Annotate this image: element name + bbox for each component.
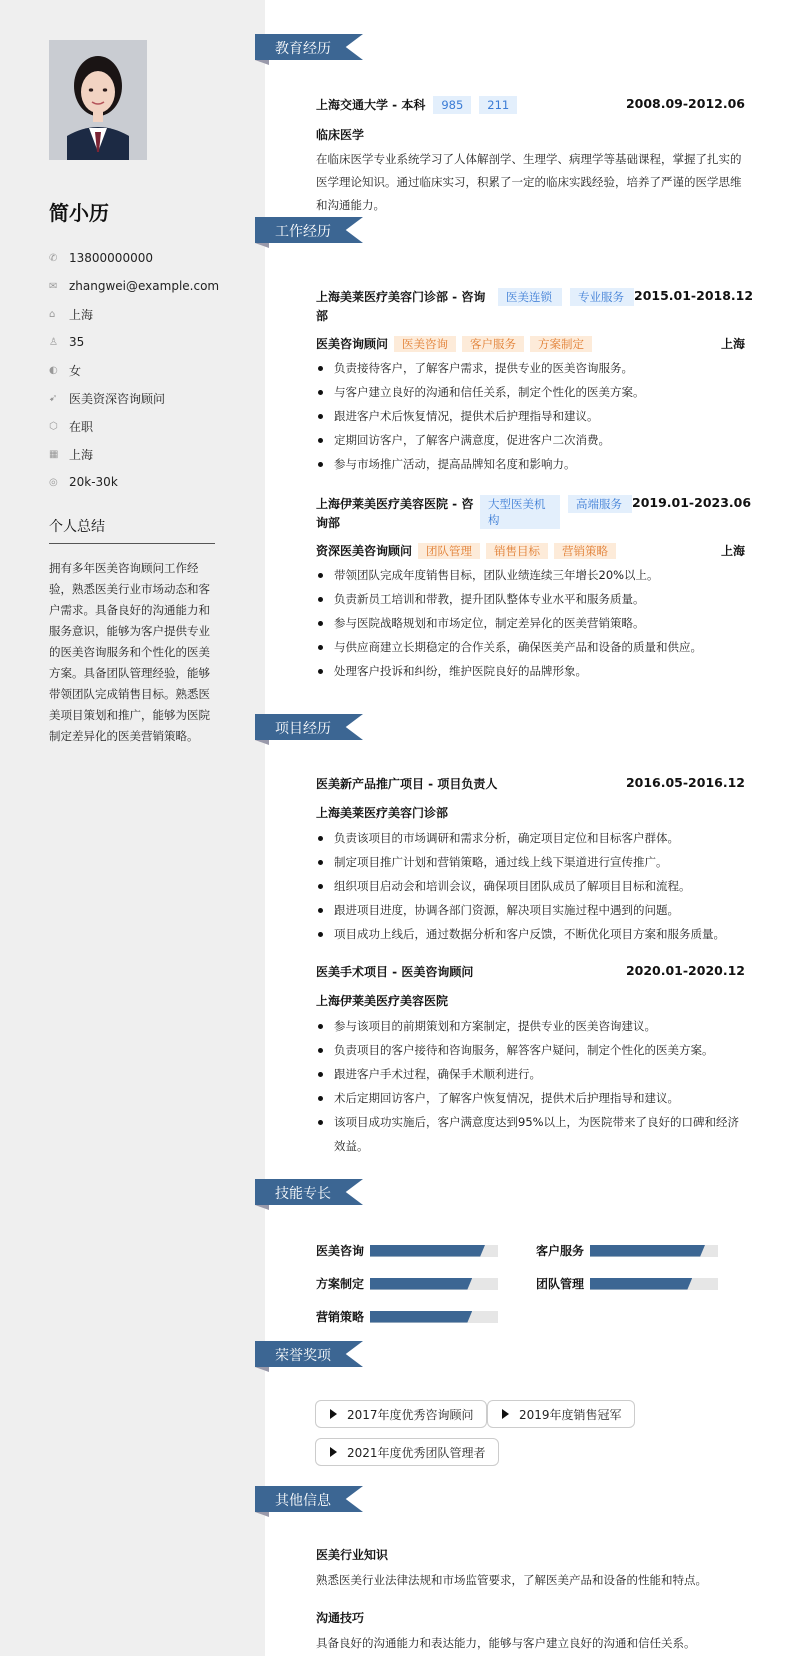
skill-tag: 方案制定 — [530, 336, 592, 352]
candidate-name: 简小历 — [49, 201, 109, 225]
section-title: 其他信息 — [275, 1493, 331, 1509]
company-tag: 医美连锁 — [498, 288, 562, 306]
school-name: 上海交通大学 - 本科 — [316, 98, 426, 112]
skill-bar-fill — [370, 1311, 472, 1323]
skill-label: 客户服务 — [536, 1244, 585, 1258]
contact-info-text: 35 — [69, 335, 85, 349]
section-title: 技能专长 — [275, 1186, 331, 1202]
contact-info-text: zhangwei@example.com — [69, 279, 220, 293]
work-entry — [316, 288, 754, 476]
work-date: 2015.01-2018.12 — [634, 288, 754, 303]
award-label: 2021年度优秀团队管理者 — [347, 1445, 486, 1460]
contact-info-text: 上海 — [69, 447, 94, 462]
award-badge — [315, 1400, 487, 1428]
contact-info-text: 20k-30k — [69, 475, 118, 489]
profile-photo — [49, 40, 147, 160]
contact-info-text: 在职 — [69, 419, 94, 434]
company-tag: 大型医美机构 — [480, 495, 560, 529]
section-header-work — [255, 217, 363, 243]
contact-info-row — [49, 272, 219, 300]
list-item: 跟进客户术后恢复情况，提供术后护理指导和建议。 — [316, 404, 745, 428]
skill-item — [316, 1275, 498, 1292]
project-entry — [316, 775, 745, 946]
list-item: 带领团队完成年度销售目标，团队业绩连续三年增长20%以上。 — [316, 563, 745, 587]
list-item: 参与该项目的前期策划和方案制定，提供专业的医美咨询建议。 — [316, 1014, 745, 1038]
company-name: 上海美莱医疗美容门诊部 - 咨询部 — [316, 290, 486, 323]
education-date: 2008.09-2012.06 — [625, 96, 745, 111]
list-item: 负责接待客户，了解客户需求，提供专业的医美咨询服务。 — [316, 356, 745, 380]
list-item: 负责该项目的市场调研和需求分析，确定项目定位和目标客户群体。 — [316, 826, 745, 850]
project-date: 2016.05-2016.12 — [625, 775, 745, 790]
contact-info-text: 医美资深咨询顾问 — [69, 391, 166, 406]
company-tag: 高端服务 — [568, 495, 632, 513]
other-text: 具备良好的沟通能力和表达能力，能够与客户建立良好的沟通和信任关系。 — [316, 1636, 696, 1650]
education-desc: 在临床医学专业系统学习了人体解剖学、生理学、病理学等基础课程，掌握了扎实的医学理论知识。通过临床实习，积累了一定的临床实践经验，培养了严谨的医学思维和沟通能力。 — [316, 152, 742, 212]
gender-icon: ◐ — [49, 364, 58, 376]
project-org: 上海美莱医疗美容门诊部 — [316, 806, 449, 820]
contact-info-row — [49, 384, 219, 412]
project-title: 医美新产品推广项目 - 项目负责人 — [316, 777, 498, 791]
contact-info-row — [49, 356, 219, 384]
summary-text: 拥有多年医美咨询顾问工作经验，熟悉医美行业市场动态和客户需求。具备良好的沟通能力和服务意识，能够为客户提供专业的医美咨询服务和个性化的医美方案。具备团队管理经验，能够带领团队完成销售目标。熟悉医美项目策划和推广，能够为医院制定差异化的医美营销策略。 — [49, 561, 210, 743]
mail-icon: ✉ — [49, 280, 58, 292]
contact-info-list — [49, 244, 219, 496]
section-title: 荣誉奖项 — [275, 1348, 331, 1364]
project-date: 2020.01-2020.12 — [625, 963, 745, 978]
list-item: 负责新员工培训和带教，提升团队整体专业水平和服务质量。 — [316, 587, 745, 611]
major: 临床医学 — [316, 128, 365, 142]
home-icon: ⌂ — [49, 308, 56, 320]
phone-icon: ✆ — [49, 252, 58, 264]
other-title: 医美行业知识 — [316, 1548, 389, 1562]
skill-label: 医美咨询 — [316, 1244, 365, 1258]
play-icon — [330, 1409, 337, 1419]
skill-bar — [590, 1245, 718, 1257]
list-item: 与供应商建立长期稳定的合作关系，确保医美产品和设备的质量和供应。 — [316, 635, 745, 659]
skill-tag: 客户服务 — [462, 336, 524, 352]
money-icon: ◎ — [49, 476, 58, 488]
summary-title: 个人总结 — [49, 519, 105, 535]
section-title: 工作经历 — [275, 224, 331, 240]
play-icon — [502, 1409, 509, 1419]
other-title: 沟通技巧 — [316, 1611, 365, 1625]
skill-tag: 团队管理 — [418, 543, 480, 559]
list-item: 跟进客户手术过程，确保手术顺利进行。 — [316, 1062, 745, 1086]
contact-info-row — [49, 300, 219, 328]
skill-bar — [370, 1311, 498, 1323]
play-icon — [330, 1447, 337, 1457]
list-item: 组织项目启动会和培训会议，确保项目团队成员了解项目目标和流程。 — [316, 874, 745, 898]
award-label: 2019年度销售冠军 — [519, 1407, 622, 1422]
list-item: 定期回访客户，了解客户满意度，促进客户二次消费。 — [316, 428, 745, 452]
list-item: 参与市场推广活动，提高品牌知名度和影响力。 — [316, 452, 745, 476]
section-title: 教育经历 — [275, 41, 331, 57]
work-duties — [316, 563, 745, 683]
skill-tag: 销售目标 — [486, 543, 548, 559]
other-entry — [316, 1546, 745, 1592]
award-label: 2017年度优秀咨询顾问 — [347, 1407, 474, 1422]
list-item: 与客户建立良好的沟通和信任关系，制定个性化的医美方案。 — [316, 380, 745, 404]
section-title: 项目经历 — [275, 721, 331, 737]
skill-bar — [370, 1245, 498, 1257]
project-title: 医美手术项目 - 医美咨询顾问 — [316, 965, 474, 979]
skill-bar — [370, 1278, 498, 1290]
education-entry — [316, 96, 745, 217]
contact-info-text: 女 — [69, 363, 82, 378]
work-entry — [316, 495, 752, 683]
list-item: 参与医院战略规划和市场定位，制定差异化的医美营销策略。 — [316, 611, 745, 635]
skill-tag: 医美咨询 — [394, 336, 456, 352]
project-entry — [316, 963, 745, 1158]
skill-label: 团队管理 — [536, 1277, 585, 1291]
list-item: 处理客户投诉和纠纷，维护医院良好的品牌形象。 — [316, 659, 745, 683]
award-badge — [315, 1438, 499, 1466]
skill-item — [536, 1275, 718, 1292]
list-item: 制定项目推广计划和营销策略，通过线上线下渠道进行宣传推广。 — [316, 850, 745, 874]
skill-bar-fill — [370, 1278, 472, 1290]
list-item: 术后定期回访客户，了解客户恢复情况，提供术后护理指导和建议。 — [316, 1086, 745, 1110]
project-duties — [316, 1014, 745, 1158]
school-tag: 985 — [433, 96, 471, 114]
contact-info-row — [49, 328, 219, 356]
skill-bar-fill — [590, 1245, 705, 1257]
skill-label: 营销策略 — [316, 1310, 365, 1324]
skill-bar-fill — [370, 1245, 485, 1257]
list-item: 该项目成功实施后，客户满意度达到95%以上，为医院带来了良好的口碑和经济效益。 — [316, 1110, 745, 1158]
list-item: 跟进项目进度，协调各部门资源，解决项目实施过程中遇到的问题。 — [316, 898, 745, 922]
section-header-skills — [255, 1179, 363, 1205]
section-header-awards — [255, 1341, 363, 1367]
skill-item — [536, 1242, 718, 1259]
contact-info-row — [49, 244, 219, 272]
section-header-education — [255, 34, 363, 60]
list-item: 项目成功上线后，通过数据分析和客户反馈，不断优化项目方案和服务质量。 — [316, 922, 745, 946]
plane-icon: ➹ — [49, 392, 58, 404]
company-name: 上海伊莱美医疗美容医院 - 咨询部 — [316, 497, 474, 530]
other-entry — [316, 1609, 745, 1655]
contact-info-text: 13800000000 — [69, 251, 153, 265]
age-icon: ♙ — [49, 336, 58, 348]
contact-info-row — [49, 468, 219, 496]
school-tag: 211 — [479, 96, 517, 114]
status-icon: ⬡ — [49, 420, 58, 432]
job-role: 资深医美咨询顾问 — [316, 544, 413, 558]
work-duties — [316, 356, 745, 476]
skill-bar-fill — [590, 1278, 692, 1290]
job-role: 医美咨询顾问 — [316, 337, 389, 351]
work-city: 上海 — [720, 544, 745, 558]
company-tag: 专业服务 — [570, 288, 634, 306]
skill-item — [316, 1308, 498, 1325]
work-city: 上海 — [720, 337, 745, 351]
sidebar — [0, 0, 265, 1656]
list-item: 负责项目的客户接待和咨询服务，解答客户疑问，制定个性化的医美方案。 — [316, 1038, 745, 1062]
building-icon: ▦ — [49, 448, 59, 460]
contact-info-text: 上海 — [69, 307, 94, 322]
award-badge — [487, 1400, 635, 1428]
skill-bar — [590, 1278, 718, 1290]
work-date: 2019.01-2023.06 — [632, 495, 752, 510]
contact-info-row — [49, 412, 219, 440]
contact-info-row — [49, 440, 219, 468]
skill-tag: 营销策略 — [554, 543, 616, 559]
project-duties — [316, 826, 745, 946]
other-text: 熟悉医美行业法律法规和市场监管要求，了解医美产品和设备的性能和特点。 — [316, 1573, 707, 1587]
section-header-other — [255, 1486, 363, 1512]
section-header-project — [255, 714, 363, 740]
summary-divider — [49, 543, 215, 544]
skill-item — [316, 1242, 498, 1259]
skill-label: 方案制定 — [316, 1277, 365, 1291]
project-org: 上海伊莱美医疗美容医院 — [316, 994, 449, 1008]
